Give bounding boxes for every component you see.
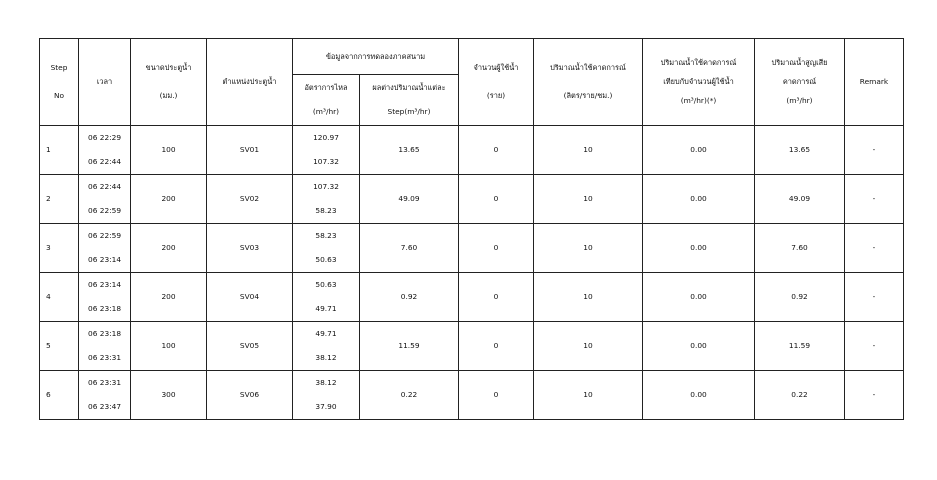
header-valve-position: ตำแหน่งประตูน้ำ: [207, 39, 293, 126]
time-cell: [79, 224, 131, 273]
header-remark: Remark: [845, 39, 904, 126]
expected-use-cell: 10: [534, 175, 643, 224]
remark-cell: -: [845, 273, 904, 322]
table-row: [40, 322, 904, 371]
header-expected-vs-users: [643, 39, 755, 126]
expected-vs-users-cell: 0.00: [643, 224, 755, 273]
flow-rate-cell-end: 58.23: [315, 206, 337, 215]
expected-loss-cell: 13.65: [755, 126, 845, 175]
header-users: [459, 39, 534, 126]
step-cell: 6: [40, 371, 79, 420]
flow-rate-cell-end: 49.71: [315, 304, 337, 313]
valve-position-cell: SV01: [207, 126, 293, 175]
table-row: [40, 371, 904, 420]
header-flow-diff-line1: ผลต่างปริมาณน้ำแต่ละ: [372, 83, 446, 92]
flow-rate-cell-end: 50.63: [315, 255, 337, 264]
header-expected-use-line1: ปริมาณน้ำใช้คาดการณ์: [550, 63, 626, 72]
header-step-line2: No: [53, 91, 65, 100]
flow-rate-cell-start: 49.71: [315, 329, 337, 338]
pipe-size-cell: 200: [131, 175, 207, 224]
time-cell-end: 06 22:44: [88, 157, 122, 166]
time-cell-start: 06 23:14: [88, 280, 122, 289]
time-cell-start: 06 22:29: [88, 133, 122, 142]
header-field-group: ข้อมูลจากการทดลองภาคสนาม: [293, 39, 459, 75]
valve-position-cell: SV04: [207, 273, 293, 322]
expected-use-cell: 10: [534, 371, 643, 420]
header-step-line1: Step: [50, 63, 68, 72]
flow-rate-cell-start: 120.97: [313, 133, 339, 142]
header-users-line1: จำนวนผู้ใช้น้ำ: [473, 63, 519, 72]
header-pipe-size-line2: (มม.): [159, 91, 178, 100]
header-expected-vs-users-line1: ปริมาณน้ำใช้คาดการณ์: [660, 58, 737, 68]
table-row: [40, 273, 904, 322]
expected-loss-cell: 49.09: [755, 175, 845, 224]
step-test-table: [39, 38, 904, 420]
time-cell: [79, 175, 131, 224]
flow-rate-cell: [293, 371, 360, 420]
flow-diff-cell: 49.09: [360, 175, 459, 224]
time-cell: [79, 273, 131, 322]
header-pipe-size: [131, 39, 207, 126]
expected-loss-cell: 7.60: [755, 224, 845, 273]
flow-rate-cell: [293, 224, 360, 273]
header-step: [40, 39, 79, 126]
flow-rate-cell: [293, 175, 360, 224]
flow-rate-cell: [293, 322, 360, 371]
time-cell-end: 06 22:59: [88, 206, 122, 215]
header-flow-diff-line2: Step(m³/hr): [387, 107, 431, 116]
flow-diff-cell: 13.65: [360, 126, 459, 175]
valve-position-cell: SV03: [207, 224, 293, 273]
expected-vs-users-cell: 0.00: [643, 371, 755, 420]
remark-cell: -: [845, 371, 904, 420]
header-expected-loss-line3: (m³/hr): [786, 95, 813, 105]
time-cell-end: 06 23:14: [88, 255, 122, 264]
time-cell-end: 06 23:31: [88, 353, 122, 362]
header-expected-use: [534, 39, 643, 126]
step-cell: 4: [40, 273, 79, 322]
time-cell-start: 06 22:44: [88, 182, 122, 191]
pipe-size-cell: 200: [131, 273, 207, 322]
step-cell: 5: [40, 322, 79, 371]
flow-rate-cell-start: 50.63: [315, 280, 337, 289]
flow-diff-cell: 11.59: [360, 322, 459, 371]
time-cell-start: 06 22:59: [88, 231, 122, 240]
expected-vs-users-cell: 0.00: [643, 126, 755, 175]
remark-cell: -: [845, 126, 904, 175]
remark-cell: -: [845, 224, 904, 273]
pipe-size-cell: 100: [131, 126, 207, 175]
flow-rate-cell-end: 107.32: [313, 157, 339, 166]
header-expected-use-line2: (ลิตร/ราย/ชม.): [563, 91, 613, 100]
expected-loss-cell: 11.59: [755, 322, 845, 371]
header-time: เวลา: [79, 39, 131, 126]
expected-vs-users-cell: 0.00: [643, 273, 755, 322]
flow-diff-cell: 7.60: [360, 224, 459, 273]
flow-rate-cell: [293, 273, 360, 322]
remark-cell: -: [845, 322, 904, 371]
time-cell: [79, 322, 131, 371]
users-cell: 0: [459, 322, 534, 371]
table-body: [40, 126, 904, 420]
users-cell: 0: [459, 175, 534, 224]
users-cell: 0: [459, 371, 534, 420]
header-flow-rate-line1: อัตราการไหล: [304, 83, 348, 92]
pipe-size-cell: 200: [131, 224, 207, 273]
header-flow-rate-line2: (m³/hr): [312, 107, 340, 116]
pipe-size-cell: 300: [131, 371, 207, 420]
table-row: [40, 126, 904, 175]
time-cell: [79, 371, 131, 420]
header-expected-loss: [755, 39, 845, 126]
expected-loss-cell: 0.92: [755, 273, 845, 322]
header-expected-loss-line1: ปริมาณน้ำสูญเสีย: [771, 58, 828, 68]
valve-position-cell: SV06: [207, 371, 293, 420]
table-row: [40, 175, 904, 224]
header-expected-vs-users-line2: เทียบกับจำนวนผู้ใช้น้ำ: [663, 76, 734, 86]
flow-rate-cell-start: 107.32: [313, 182, 339, 191]
valve-position-cell: SV05: [207, 322, 293, 371]
time-cell-start: 06 23:31: [88, 378, 122, 387]
expected-use-cell: 10: [534, 126, 643, 175]
table-header: [40, 39, 904, 126]
valve-position-cell: SV02: [207, 175, 293, 224]
expected-loss-cell: 0.22: [755, 371, 845, 420]
time-cell-end: 06 23:47: [88, 402, 122, 411]
header-pipe-size-line1: ขนาดประตูน้ำ: [145, 63, 192, 72]
expected-vs-users-cell: 0.00: [643, 175, 755, 224]
header-flow-diff: [360, 75, 459, 126]
header-expected-vs-users-line3: (m³/hr)(*): [680, 95, 717, 105]
time-cell-start: 06 23:18: [88, 329, 122, 338]
flow-diff-cell: 0.92: [360, 273, 459, 322]
users-cell: 0: [459, 224, 534, 273]
users-cell: 0: [459, 273, 534, 322]
flow-rate-cell-start: 58.23: [315, 231, 337, 240]
expected-use-cell: 10: [534, 273, 643, 322]
pipe-size-cell: 100: [131, 322, 207, 371]
step-cell: 1: [40, 126, 79, 175]
flow-diff-cell: 0.22: [360, 371, 459, 420]
expected-vs-users-cell: 0.00: [643, 322, 755, 371]
flow-rate-cell-start: 38.12: [315, 378, 337, 387]
flow-rate-cell: [293, 126, 360, 175]
flow-rate-cell-end: 37.90: [315, 402, 337, 411]
expected-use-cell: 10: [534, 224, 643, 273]
step-cell: 3: [40, 224, 79, 273]
time-cell: [79, 126, 131, 175]
header-users-line2: (ราย): [486, 91, 506, 100]
flow-rate-cell-end: 38.12: [315, 353, 337, 362]
expected-use-cell: 10: [534, 322, 643, 371]
remark-cell: -: [845, 175, 904, 224]
header-flow-rate: [293, 75, 360, 126]
header-expected-loss-line2: คาดการณ์: [782, 76, 817, 86]
table-row: [40, 224, 904, 273]
time-cell-end: 06 23:18: [88, 304, 122, 313]
step-cell: 2: [40, 175, 79, 224]
users-cell: 0: [459, 126, 534, 175]
